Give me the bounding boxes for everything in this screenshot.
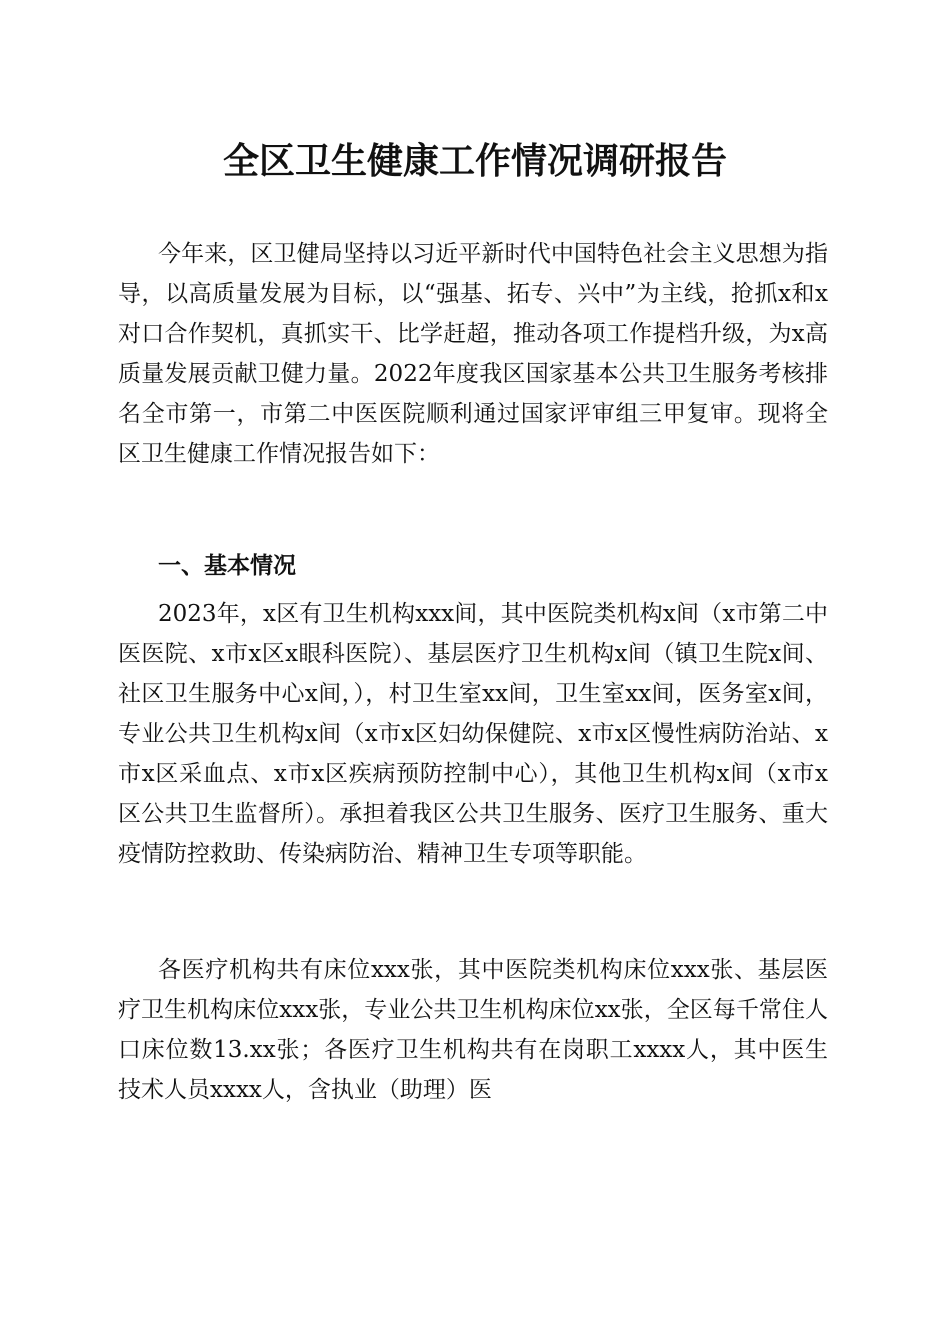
document-title: 全区卫生健康工作情况调研报告 [222, 140, 727, 182]
intro-paragraph: 今年来，区卫健局坚持以习近平新时代中国特色社会主义思想为指导，以高质量发展为目标，以“强基、拓专、兴中”为主线，抢抓x和x对口合作契机，真抓实干、比学赶超，推动各项工作提档升级，为x高质量发展贡献卫健力量。2022年度我区国家基本公共卫生服务考核排名全市第一，市第二中医医院顺利通过国家评审组三甲复审。现将全区卫生健康工作情况报告如下： [118, 241, 828, 467]
section-heading-basic-situation: 一、基本情况 [158, 553, 296, 579]
institutions-paragraph: 2023年，x区有卫生机构xxx间，其中医院类机构x间（x市第二中医医院、x市x区x眼科医院）、基层医疗卫生机构x间（镇卫生院x间、社区卫生服务中心x间，），村卫生室xx间，卫生室xx间，医务室x间，专业公共卫生机构x间（x市x区妇幼保健院、x市x区慢性病防治站、x市x区采血点、x市x区疾病预防控制中心），其他卫生机构x间（x市x区公共卫生监督所）。承担着我区公共卫生服务、医疗卫生服务、重大疫情防控救助、传染病防治、精神卫生专项等职能。 [118, 601, 828, 867]
beds-staff-paragraph: 各医疗机构共有床位xxx张，其中医院类机构床位xxx张、基层医疗卫生机构床位xxx张，专业公共卫生机构床位xx张，全区每千常住人口床位数13.xx张；各医疗卫生机构共有在岗职工xxxx人，其中医生技术人员xxxx人，含执业（助理）医 [118, 957, 828, 1103]
